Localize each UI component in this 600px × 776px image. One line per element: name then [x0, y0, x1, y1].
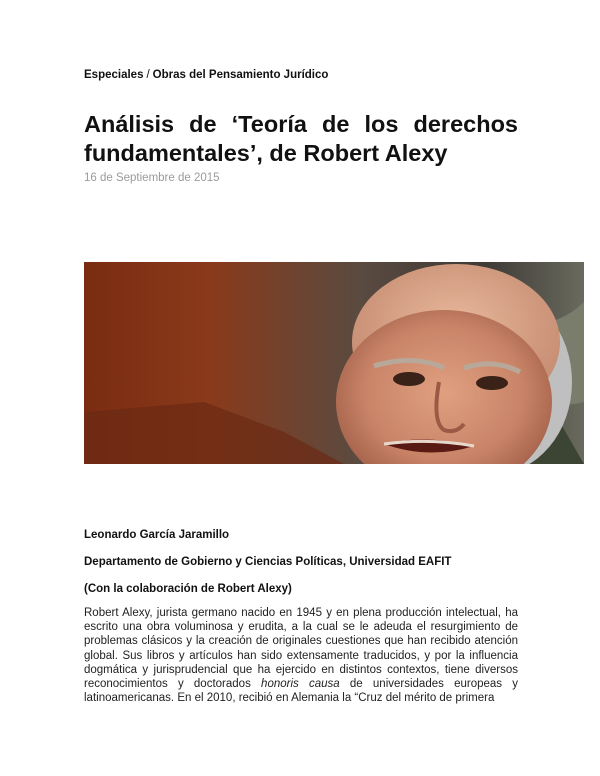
author-portrait-photo [84, 262, 584, 464]
article-date: 16 de Septiembre de 2015 [84, 172, 220, 184]
breadcrumb-section-link[interactable]: Especiales [84, 69, 144, 81]
body-text-part-1: Robert Alexy, jurista germano nacido en 1945 y en plena producción intelectual, ha escrito una obra voluminosa y erudita, a la cual se le adeuda el resurgimiento de problemas clásicos y la creación de originales cuestiones que han recibido atención global. Sus libros y artículos han sido extensamente traducidos, y por la influencia dogmática y jurisprudencial que ha ejercido en distintos contextos, tiene diversos reconocimientos y doctorados [84, 607, 518, 691]
article-title: Análisis de ‘Teoría de los derechos fundamentales’, de Robert Alexy [84, 111, 518, 166]
body-text-part-2: de universidades europeas y latinoamericanas. En el 2010, recibió en Alemania la “Cruz del mérito de primera [84, 678, 518, 705]
breadcrumb-category-link[interactable]: Obras del Pensamiento Jurídico [152, 69, 329, 81]
breadcrumb-separator: / [146, 69, 150, 81]
article-body-paragraph [84, 606, 518, 705]
article-author: Leonardo García Jaramillo [84, 529, 230, 541]
body-text-italic: honoris causa [261, 678, 340, 691]
breadcrumb [84, 69, 328, 81]
author-affiliation: Departamento de Gobierno y Ciencias Políticas, Universidad EAFIT [84, 556, 452, 568]
collaboration-note: (Con la colaboración de Robert Alexy) [84, 583, 292, 595]
